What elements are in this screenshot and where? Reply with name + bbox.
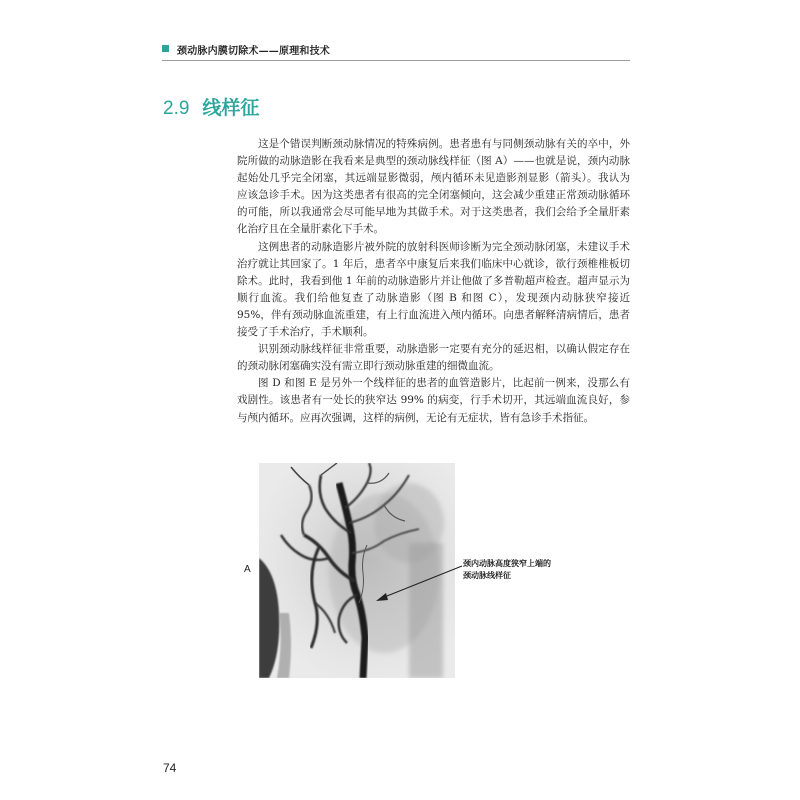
- paragraph-2: 这例患者的动脉造影片被外院的放射科医师诊断为完全颈动脉闭塞，未建议手术治疗就让其回家了。1 年后，患者卒中康复后来我们临床中心就诊，欲行颈椎椎板切除术。此时，我看到他 1 年前的动脉造影片并让他做了多普勒超声检查。超声显示为顺行血流。我们给他复查了动脉造影（图 B 和图 C），发现颈内动脉狭窄接近 95%，伴有颈动脉血流重建，有上行血流进入颅内循环。向患者解释清病情后，患者接受了手术治疗，手术顺利。: [237, 240, 630, 339]
- paragraph-3: 识别颈动脉线样征非常重要，动脉造影一定要有充分的延迟相，以确认假定存在的颈动脉闭塞确实没有需立即行颈动脉重建的细微血流。: [237, 343, 630, 373]
- book-title: 颈动脉内膜切除术——原理和技术: [177, 46, 330, 57]
- figure-annotation: [463, 558, 603, 582]
- running-header: [162, 40, 632, 60]
- page-number: 74: [163, 761, 177, 775]
- section-number: 2.9: [163, 98, 190, 119]
- header-square-icon: [162, 45, 169, 52]
- body-text: [237, 136, 630, 427]
- paragraph-4: 图 D 和图 E 是另外一个线样征的患者的血管造影片，比起前一例来，没那么有戏剧性。该患者有一处长的狭窄达 99% 的病变，行手术切开，其远端血流良好，参与颅内循环。应再次强调，这样的病例，无论有无症状，皆有急诊手术指征。: [237, 377, 630, 424]
- annotation-arrow-icon: [372, 560, 464, 604]
- annotation-line-2: 颈动脉线样征: [463, 571, 511, 580]
- header-divider: [162, 60, 630, 61]
- section-title: 线样征: [202, 97, 260, 119]
- figure-panel-label: A: [244, 564, 251, 575]
- paragraph-1: 这是个错误判断颈动脉情况的特殊病例。患者患有与同侧颈动脉有关的卒中，外院所做的动脉造影在我看来是典型的颈动脉线样征（图 A）——也就是说，颈内动脉起始处几乎完全闭塞，其远端显影微弱，颅内循环未见造影剂显影（箭头）。我认为应该急诊手术。因为这类患者有很高的完全闭塞倾向，这会减少重建正常颈动脉循环的可能，所以我通常会尽可能早地为其做手术。对于这类患者，我们会给予全量肝素化治疗且在全量肝素化下手术。: [237, 138, 630, 236]
- annotation-line-1: 颈内动脉高度狭窄上端的: [463, 559, 551, 568]
- section-heading: [163, 93, 259, 120]
